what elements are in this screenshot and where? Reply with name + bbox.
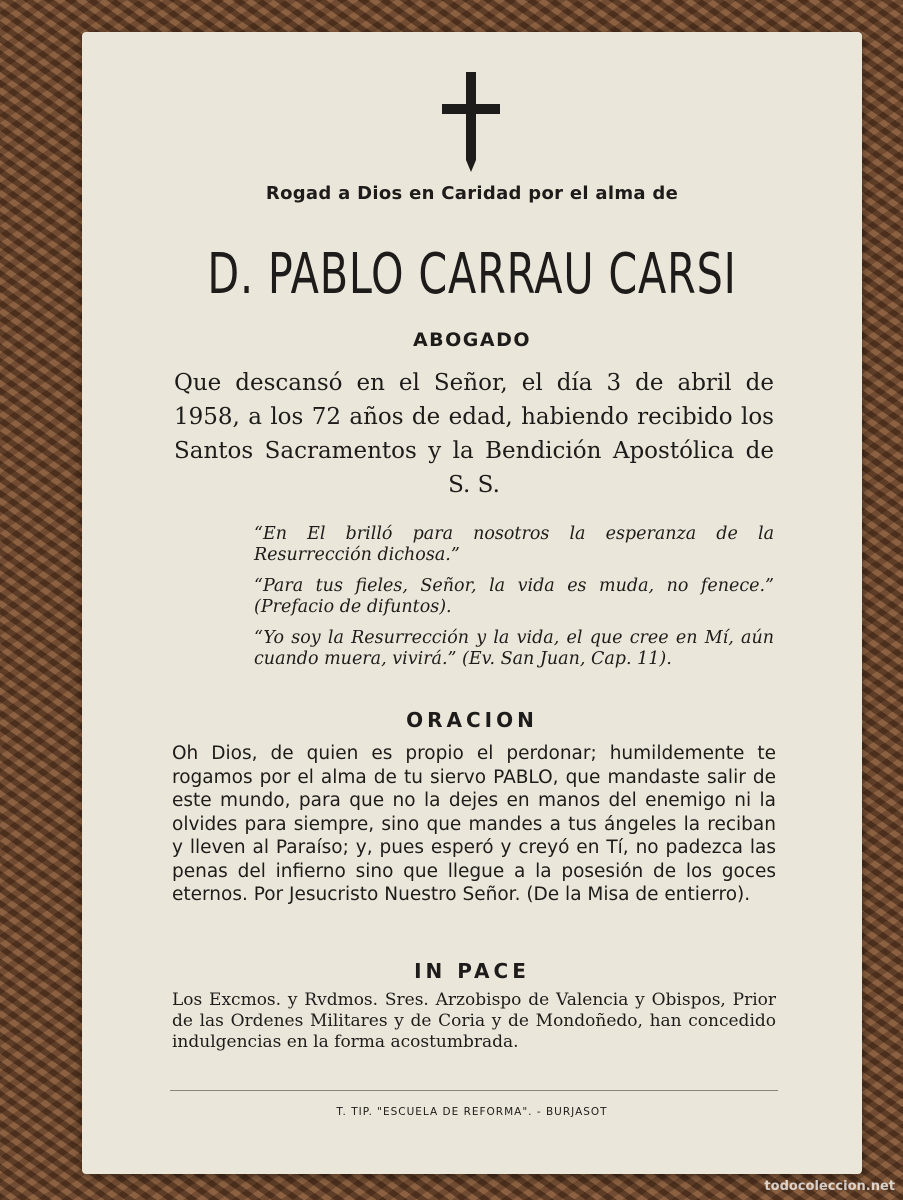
profession: ABOGADO [412,329,532,351]
printer-credit: T. TIP. "ESCUELA DE REFORMA". - BURJASOT [336,1106,608,1118]
deceased-name: D. PABLO CARRAU CARSI [207,242,737,307]
memorial-card [82,32,862,1174]
quote-2: “Para tus fieles, Señor, la vida es muda, no fenece.” (Prefacio de difuntos). [254,576,774,617]
quote-1: “En El brilló para nosotros la esperanza de la Resurrección dichosa.” [254,524,774,565]
divider-rule [170,1090,778,1091]
scripture-quotes [254,524,774,680]
prayer-text: Oh Dios, de quien es propio el perdonar; humildemente te rogamos por el alma de tu siervo PABLO, que mandaste salir de este mundo, para que no la dejes en manos del enemigo ni la olvides para siempre, sino que mandes a tus ángeles la reciban y lleven al Paraíso; y, pues esperó y creyó en Tí, no padezca las penas del infierno sino que llegue a la posesión de los goces eternos. Por Jesucristo Nuestro Señor. (De la Misa de entierro). [172,743,776,905]
cross-icon [438,72,504,172]
site-watermark: todocoleccion.net [764,1179,895,1194]
prayer-heading: ORACION [406,708,538,732]
indulgences-text: Los Excmos. y Rvdmos. Sres. Arzobispo de Valencia y Obispos, Prior de las Ordenes Militares y de Coria y de Mondoñedo, han concedido indulgencias en la forma acostumbrada. [172,990,776,1052]
invocation-line: Rogad a Dios en Caridad por el alma de [265,183,679,204]
in-pace-heading: IN PACE [414,959,530,983]
death-notice: Que descansó en el Señor, el día 3 de abril de 1958, a los 72 años de edad, habiendo recibido los Santos Sacramentos y la Bendición Apostólica de S. S. [174,370,774,498]
quote-3: “Yo soy la Resurrección y la vida, el que cree en Mí, aún cuando muera, vivirá.” (Ev. San Juan, Cap. 11). [254,628,774,669]
